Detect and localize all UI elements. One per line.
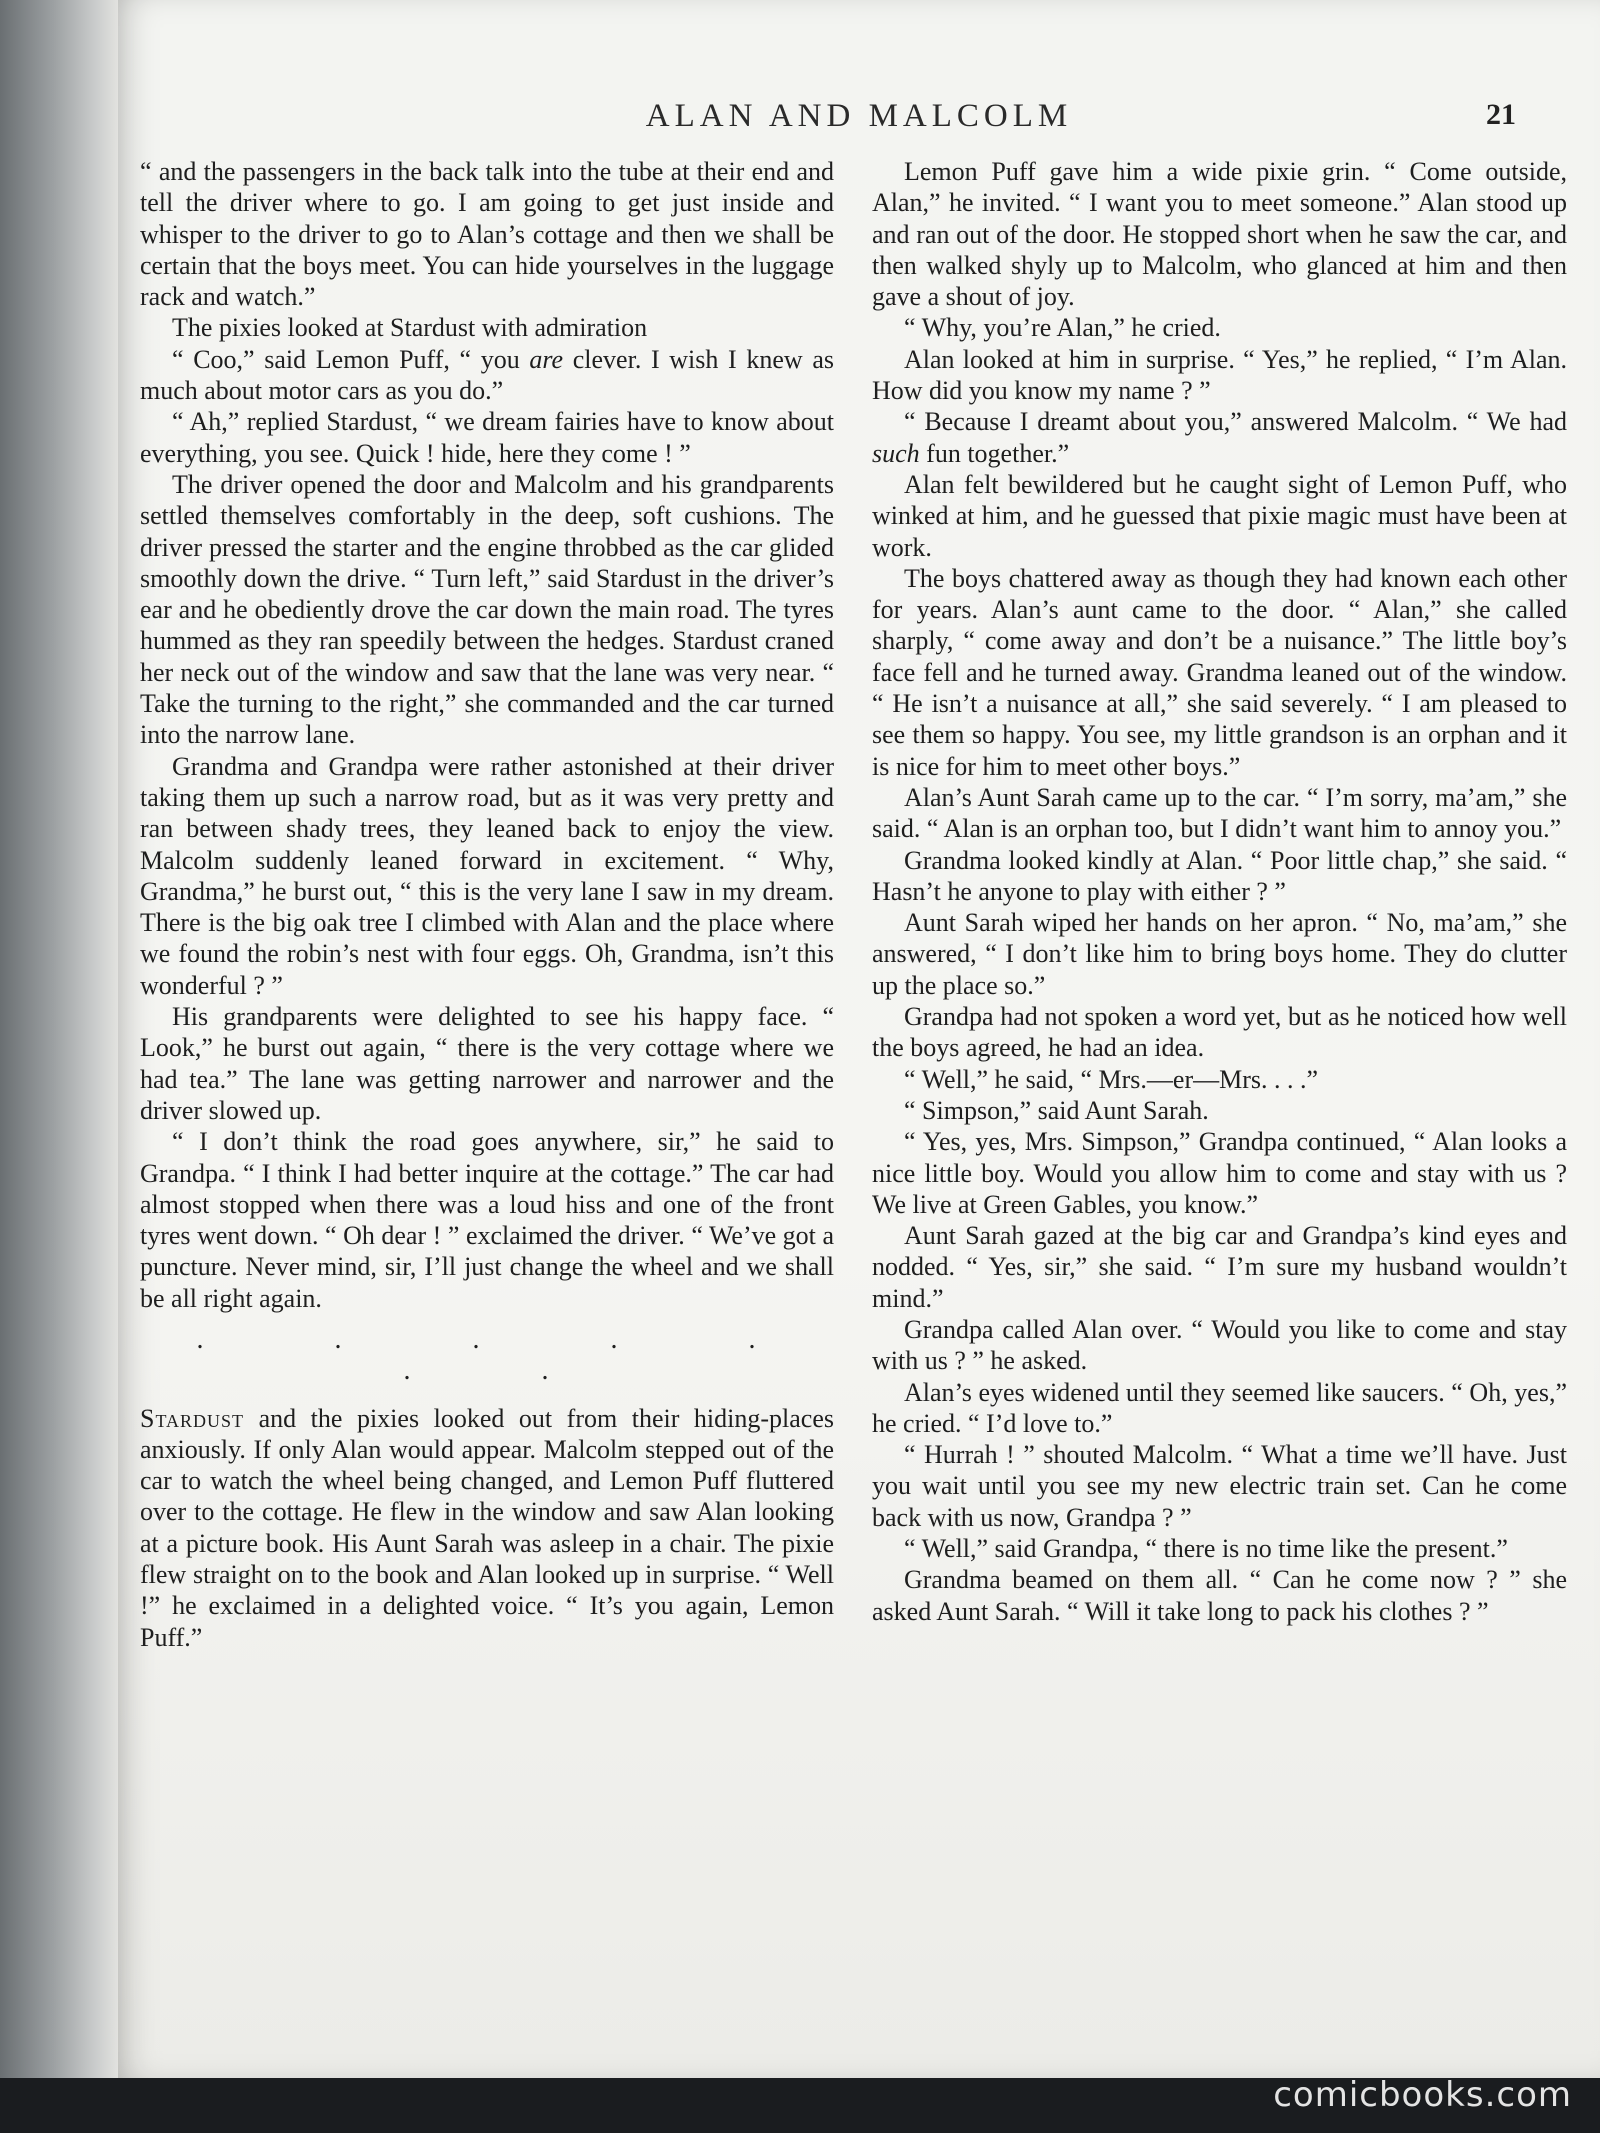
paragraph	[140, 1403, 834, 1653]
paragraph: “ Hurrah ! ” shouted Malcolm. “ What a time we’ll have. Just you wait until you see my new electric train set. Can he come back with us now, Grandpa ? ”	[872, 1440, 1567, 1532]
paragraph: The boys chattered away as though they had known each other for years. Alan’s aunt came to the door. “ Alan,” she called sharply, “ come away and don’t be a nuisance.” The little boy’s face fell and he turned away. Grandma leaned out of the window. “ He isn’t a nuisance at all,” she said severely. “ I am pleased to see them so happy. You see, my little grandson is an orphan and it is nice for him to meet other boys.”	[872, 563, 1567, 781]
text-run: “ Coo,” said Lemon Puff, “ you	[172, 344, 530, 374]
right-column	[872, 156, 1567, 1627]
book-spine-shadow	[0, 0, 118, 2133]
running-head: ALAN AND MALCOLM	[645, 98, 1073, 134]
paragraph: His grandparents were delighted to see his happy face. “ Look,” he burst out again, “ there is the very cottage where we had tea.” The lane was getting narrower and narrower and the driver slowed up.	[140, 1002, 834, 1125]
paragraph: Grandma looked kindly at Alan. “ Poor little chap,” she said. “ Hasn’t he anyone to play with either ? ”	[872, 845, 1567, 906]
paragraph: “ Well,” said Grandpa, “ there is no time like the present.”	[904, 1534, 1508, 1564]
paragraph: Lemon Puff gave him a wide pixie grin. “ Come outside, Alan,” he invited. “ I want you to meet someone.” Alan stood up and ran out of the door. He stopped short when he saw the car, and then walked shyly up to Malcolm, who glanced at him and then gave a shout of joy.	[872, 157, 1567, 312]
paragraph	[140, 344, 834, 407]
paragraph: Grandpa called Alan over. “ Would you like to come and stay with us ? ” he asked.	[872, 1314, 1567, 1376]
paragraph: “ Simpson,” said Aunt Sarah.	[904, 1095, 1209, 1125]
paragraph: The pixies looked at Stardust with admiration	[172, 313, 648, 343]
left-column	[140, 156, 834, 1653]
page-header	[118, 98, 1600, 144]
paragraph: Aunt Sarah gazed at the big car and Grandpa’s kind eyes and nodded. “ Yes, sir,” she said. “ I’m sure my husband wouldn’t mind.”	[872, 1221, 1567, 1313]
paragraph: “ Yes, yes, Mrs. Simpson,” Grandpa continued, “ Alan looks a nice little boy. Would you allow him to come and stay with us ? We live at Green Gables, you know.”	[872, 1127, 1567, 1219]
paragraph: “ I don’t think the road goes anywhere, sir,” he said to Grandpa. “ I think I had better inquire at the cottage.” The car had almost stopped when there was a loud hiss and one of the front tyres went down. “ Oh dear ! ” exclaimed the driver. “ We’ve got a puncture. Never mind, sir, I’ll just change the wheel and we shall be all right again.	[140, 1127, 834, 1313]
paragraph: “ and the passengers in the back talk into the tube at their end and tell the driver where to go. I am going to get just inside and whisper to the driver to go to Alan’s cottage and then we shall be certain that the boys meet. You can hide yourselves in the luggage rack and watch.”	[140, 157, 834, 312]
paragraph: “ Ah,” replied Stardust, “ we dream fairies have to know about everything, you see. Quick ! hide, here they come ! ”	[140, 407, 834, 468]
paragraph: Grandpa had not spoken a word yet, but as he noticed how well the boys agreed, he had an idea.	[872, 1002, 1567, 1063]
paragraph: Grandma and Grandpa were rather astonished at their driver taking them up such a narrow road, but as it was very pretty and ran between shady trees, they leaned back to enjoy the view. Malcolm suddenly leaned forward in excitement. “ Why, Grandma,” he burst out, “ this is the very lane I saw in my dream. There is the big oak tree I climbed with Alan and the place where we found the robin’s nest with four eggs. Oh, Grandma, isn’t this wonderful ? ”	[140, 751, 834, 1000]
book-page	[118, 0, 1600, 2078]
small-caps-lead: Stardust	[140, 1403, 245, 1433]
paragraph: Alan felt bewildered but he caught sight of Lemon Puff, who winked at him, and he guessed that pixie magic must have been at work.	[872, 469, 1567, 562]
paragraph: The driver opened the door and Malcolm and his grandparents settled themselves comfortably in the deep, soft cushions. The driver pressed the starter and the engine throbbed as the car glided smoothly down the drive. “ Turn left,” said Stardust in the driver’s ear and he obediently drove the car down the main road. The tyres hummed as they ran speedily between the hedges. Stardust craned her neck out of the window and saw that the lane was very near. “ Take the turning to the right,” she commanded and the car turned into the narrow lane.	[140, 469, 834, 750]
paragraph: “ Why, you’re Alan,” he cried.	[904, 313, 1221, 343]
text-run: “ Because I dreamt about you,” answered Malcolm. “ We had	[904, 407, 1567, 437]
paragraph: Grandma beamed on them all. “ Can he come now ? ” she asked Aunt Sarah. “ Will it take long to pack his clothes ? ”	[872, 1565, 1567, 1626]
watermark-text: comicbooks.com	[1273, 2075, 1572, 2115]
emphasis-text: such	[872, 438, 920, 468]
paragraph: Alan’s Aunt Sarah came up to the car. “ I’m sorry, ma’am,” she said. “ Alan is an orphan too, but I didn’t want him to annoy you.”	[872, 782, 1567, 844]
section-break-dots: . . . . . . .	[196, 1323, 818, 1387]
emphasis-text: are	[529, 344, 564, 374]
text-run: and the pixies looked out from their hiding-places anxiously. If only Alan would appear. Malcolm stepped out of the car to watch the wheel being changed, and Lemon Puff fluttered over to the cottage. He flew in the window and saw Alan looking at a picture book. His Aunt Sarah was asleep in a chair. The pixie flew straight on to the book and Alan looked up in surprise. “ Well !” he exclaimed in a delighted voice. “ It’s you again, Lemon Puff.”	[140, 1403, 834, 1652]
paragraph	[872, 406, 1567, 469]
paragraph: Alan looked at him in surprise. “ Yes,” he replied, “ I’m Alan. How did you know my name ? ”	[872, 344, 1567, 406]
text-run: fun together.”	[919, 438, 1070, 468]
paragraph: Aunt Sarah wiped her hands on her apron. “ No, ma’am,” she answered, “ I don’t like him to bring boys home. They do clutter up the place so.”	[872, 908, 1567, 1000]
paragraph: Alan’s eyes widened until they seemed like saucers. “ Oh, yes,” he cried. “ I’d love to.”	[872, 1377, 1567, 1438]
page-number: 21	[1486, 98, 1516, 131]
paragraph: “ Well,” he said, “ Mrs.—er—Mrs. . . .”	[904, 1064, 1319, 1094]
text-run: clever. I wish I knew as much about motor cars as you do.”	[140, 344, 835, 406]
